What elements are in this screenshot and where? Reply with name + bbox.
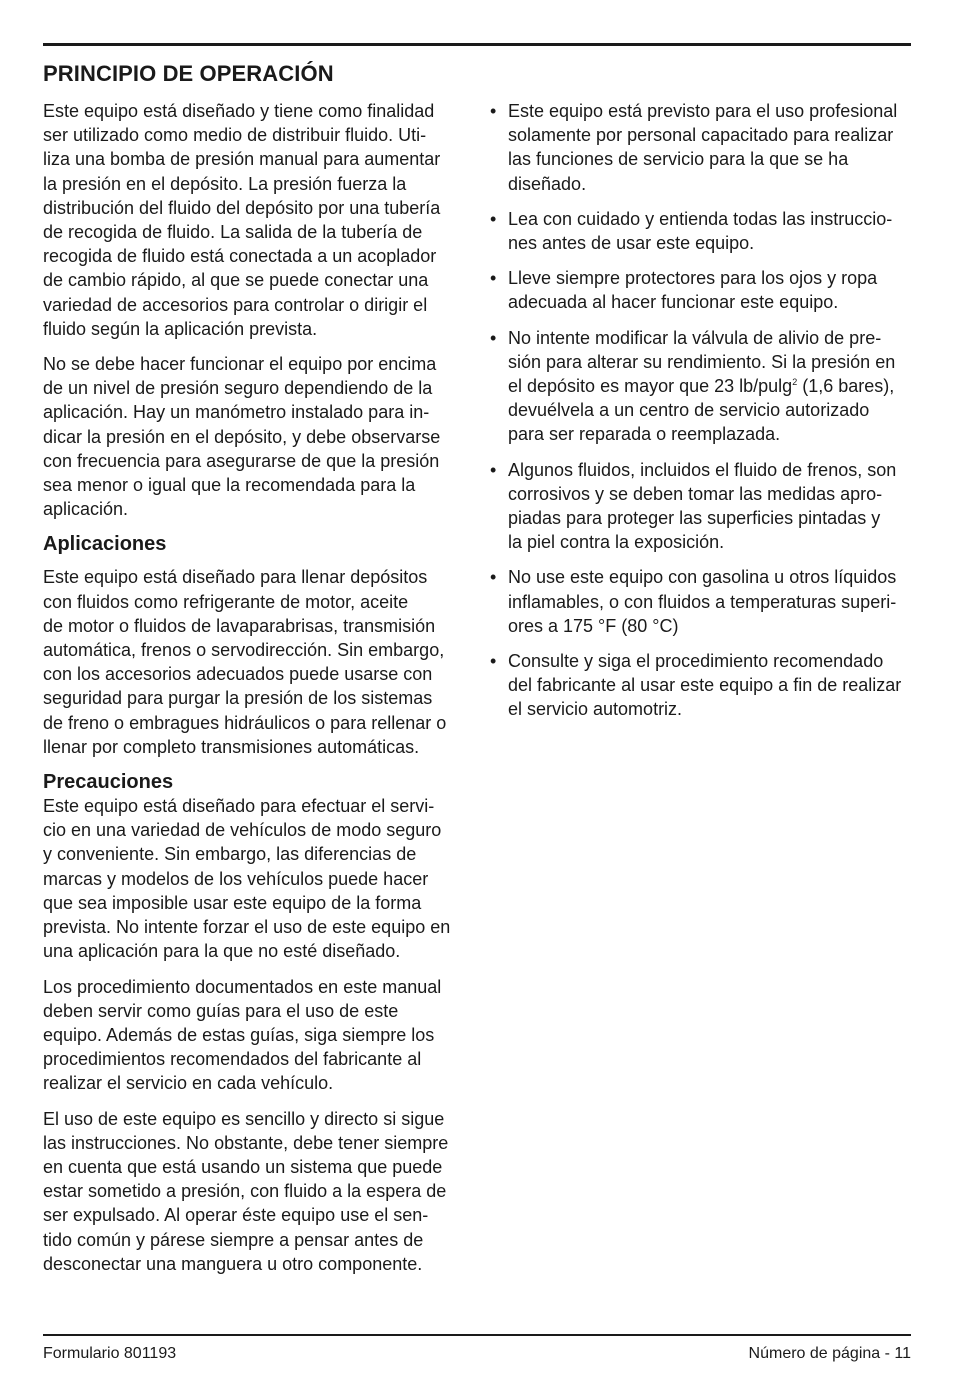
superscript-2: 2: [792, 377, 798, 388]
bullet-icon: •: [490, 651, 497, 672]
aplicaciones-heading: Aplicaciones: [43, 533, 167, 556]
aplicaciones-paragraph: Este equipo está diseñado para llenar depósitos con fluidos como refrigerante de motor, aceite de motor o fluidos de lavaparabrisas, transmisión automática, frenos o servodirección. Sin embargo, con los accesorios adecuados puede usarse con seguridad para purgar la presión de los sistemas de freno o embragues hidráulicos o para rellenar o llenar por completo transmisiones automáticas.: [43, 567, 447, 757]
precauciones-heading: Precauciones: [43, 771, 174, 794]
page-number: Número de página - 11: [748, 1345, 911, 1362]
left-column: [43, 99, 465, 1287]
bullet-icon: •: [490, 101, 497, 121]
bullet-text-part: No intente modificar la válvula de alivio de pre- sión para alterar su rendimiento. Si la presión en el depósito es mayor que 23 lb/pulg: [508, 327, 896, 397]
precauciones-paragraph-3: El uso de este equipo es sencillo y directo si sigue las instrucciones. No obstante, debe tener siempre en cuenta que está usando un sistema que puede estar sometido a presión, con fluido a la espera de ser expulsado. Al operar éste equipo use el sen- tido común y párese siempre a pensar antes de desconectar una manguera u otro componente.: [43, 1108, 449, 1274]
bullet-text: Consulte y siga el procedimiento recomendado del fabricante al usar este equipo a fin de realizar el servicio automotriz.: [508, 651, 902, 720]
bullet-text: Lea con cuidado y entienda todas las instruccio- nes antes de usar este equipo.: [508, 208, 893, 254]
right-column: [490, 99, 914, 733]
list-item: [490, 326, 914, 447]
list-item: [490, 649, 914, 722]
page-title: PRINCIPIO DE OPERACIÓN: [43, 61, 334, 86]
list-item: [490, 99, 914, 196]
top-rule: [43, 43, 911, 46]
safety-bullet-list: [490, 99, 914, 722]
bullet-icon: •: [490, 567, 497, 588]
precauciones-paragraph-1: Este equipo está diseñado para efectuar el servi- cio en una variedad de vehículos de modo seguro y conveniente. Sin embargo, las diferencias de marcas y modelos de los vehículos puede hacer que sea imposible usar este equipo de la forma prevista. No intente forzar el uso de este equipo en una aplicación para la que no esté diseñado.: [43, 796, 451, 962]
intro-paragraph-1: Este equipo está diseñado y tiene como finalidad ser utilizado como medio de distribuir fluido. Uti- liza una bomba de presión manual para aumentar la presión en el depósito. La presión fuerza la distribución del fluido del depósito por una tubería de recogida de fluido. La salida de la tubería de recogida de fluido está conectada a un acoplador de cambio rápido, al que se puede conectar una variedad de accesorios para controlar o dirigir el fluido según la aplicación prevista.: [43, 101, 441, 339]
list-item: [490, 207, 914, 255]
bullet-text: Este equipo está previsto para el uso profesional solamente por personal capacitado para realizar las funciones de servicio para la que se ha diseñado.: [508, 101, 898, 194]
bottom-rule: [43, 1334, 911, 1336]
bullet-text: Algunos fluidos, incluidos el fluido de frenos, son corrosivos y se deben tomar las medidas apro- piadas para proteger las superficies pintadas y la piel contra la exposición.: [508, 459, 897, 553]
bullet-icon: •: [490, 208, 497, 229]
intro-paragraph-2: No se debe hacer funcionar el equipo por encima de un nivel de presión seguro dependiendo de la aplicación. Hay un manómetro instalado para in- dicar la presión en el depósito, y debe observarse con frecuencia para asegurarse de que la presión sea menor o igual que la recomendada para la aplicación.: [43, 354, 441, 520]
list-item: [490, 266, 914, 314]
bullet-text: Lleve siempre protectores para los ojos y ropa adecuada al hacer funcionar este equipo.: [508, 268, 878, 313]
bullet-icon: •: [490, 327, 497, 348]
precauciones-paragraph-2: Los procedimiento documentados en este manual deben servir como guías para el uso de este equipo. Además de estas guías, siga siempre los procedimientos recomendados del fabricante al realizar el servicio en cada vehículo.: [43, 976, 442, 1094]
form-number: Formulario 801193: [43, 1345, 177, 1362]
bullet-icon: •: [490, 459, 497, 480]
bullet-text-part: (1,6 bares), devuélvela a un centro de servicio autorizado para ser reparada o reemplazada.: [508, 376, 895, 445]
bullet-icon: •: [490, 268, 497, 289]
list-item: [490, 565, 914, 638]
bullet-text: [508, 328, 895, 445]
list-item: [490, 458, 914, 555]
bullet-text: No use este equipo con gasolina u otros líquidos inflamables, o con fluidos a temperaturas superi- ores a 175 °F (80 °C): [508, 567, 897, 636]
